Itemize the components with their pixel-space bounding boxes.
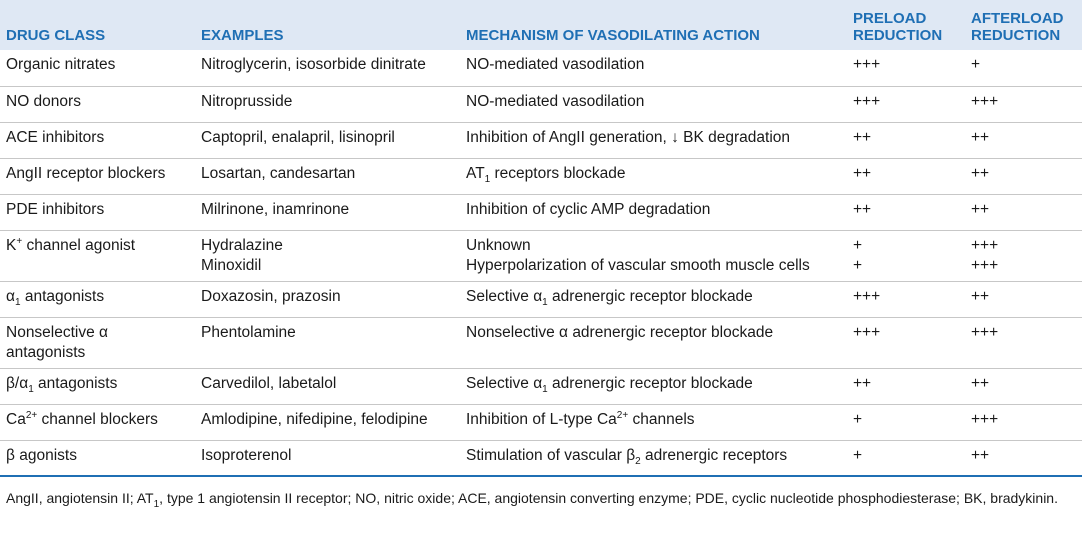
mech-subscript: 2	[635, 455, 641, 467]
cell-preload: ++	[847, 122, 965, 158]
mech-superscript: 2+	[616, 409, 629, 421]
table-row	[0, 122, 1082, 158]
cell-afterload: ++	[965, 122, 1082, 158]
table-footnote	[0, 477, 1082, 508]
cell-afterload: ++	[965, 368, 1082, 404]
cell-preload: +++	[847, 281, 965, 317]
cell-preload: +	[847, 440, 965, 476]
cell-examples: Nitroglycerin, isosorbide dinitrate	[195, 50, 460, 86]
mech-text: Selective α	[466, 287, 543, 305]
cell-drug-class	[0, 230, 195, 281]
cell-afterload: ++	[965, 281, 1082, 317]
cell-afterload	[965, 230, 1082, 281]
class-text: K	[6, 236, 17, 254]
class-superscript: +	[16, 235, 23, 247]
cell-afterload: +++	[965, 86, 1082, 122]
preload-line: +	[853, 256, 863, 274]
class-text: channel agonist	[22, 236, 136, 254]
cell-afterload: ++	[965, 194, 1082, 230]
cell-examples: Losartan, candesartan	[195, 158, 460, 194]
mech-text: adrenergic receptors	[640, 446, 788, 464]
mech-line: Unknown	[466, 236, 531, 254]
table-row	[0, 440, 1082, 476]
cell-drug-class	[0, 368, 195, 404]
cell-drug-class: PDE inhibitors	[0, 194, 195, 230]
cell-afterload: +++	[965, 317, 1082, 368]
cell-examples: Doxazosin, prazosin	[195, 281, 460, 317]
mech-text: channels	[628, 410, 695, 428]
header-preload	[847, 0, 965, 50]
header-examples: EXAMPLES	[201, 27, 284, 44]
example-line: Minoxidil	[201, 256, 262, 274]
cell-preload: ++	[847, 158, 965, 194]
class-text: α	[6, 287, 15, 305]
cell-drug-class	[0, 317, 195, 368]
mech-line: Hyperpolarization of vascular smooth muscle cells	[466, 256, 810, 274]
class-subscript: 1	[14, 296, 21, 308]
cell-afterload: +	[965, 50, 1082, 86]
class-subscript: 1	[28, 383, 34, 395]
cell-mechanism	[460, 440, 847, 476]
cell-preload	[847, 230, 965, 281]
class-text: β/α	[6, 374, 29, 392]
class-superscript: 2+	[25, 409, 38, 421]
header-row	[0, 0, 1082, 50]
cell-afterload: +++	[965, 404, 1082, 440]
cell-mechanism: Inhibition of cyclic AMP degradation	[460, 194, 847, 230]
mech-text: Inhibition of L-type Ca	[466, 410, 617, 428]
cell-preload: ++	[847, 194, 965, 230]
header-afterload-line2: REDUCTION	[971, 27, 1061, 44]
cell-preload: ++	[847, 368, 965, 404]
class-line: antagonists	[6, 343, 86, 361]
afterload-line: +++	[971, 256, 999, 274]
table-row	[0, 194, 1082, 230]
table-row	[0, 368, 1082, 404]
header-afterload	[965, 0, 1082, 50]
cell-mechanism	[460, 281, 847, 317]
cell-mechanism: Nonselective α adrenergic receptor blockade	[460, 317, 847, 368]
cell-mechanism: NO-mediated vasodilation	[460, 86, 847, 122]
cell-examples: Captopril, enalapril, lisinopril	[195, 122, 460, 158]
class-text: Ca	[6, 410, 26, 428]
cell-drug-class: β agonists	[0, 440, 195, 476]
header-preload-line1: PRELOAD	[853, 10, 927, 27]
cell-examples: Carvedilol, labetalol	[195, 368, 460, 404]
header-drug-class: DRUG CLASS	[6, 27, 106, 44]
cell-preload: +	[847, 404, 965, 440]
cell-afterload: ++	[965, 440, 1082, 476]
table-row	[0, 317, 1082, 368]
cell-preload: +++	[847, 50, 965, 86]
cell-drug-class: AngII receptor blockers	[0, 158, 195, 194]
cell-examples: Phentolamine	[195, 317, 460, 368]
mech-text: Stimulation of vascular β	[466, 446, 636, 464]
example-line: Hydralazine	[201, 236, 283, 254]
cell-examples: Amlodipine, nifedipine, felodipine	[195, 404, 460, 440]
cell-drug-class	[0, 404, 195, 440]
mech-text: adrenergic receptor blockade	[547, 287, 753, 305]
cell-preload: +++	[847, 317, 965, 368]
class-line: Nonselective α	[6, 323, 109, 341]
cell-mechanism	[460, 158, 847, 194]
afterload-line: +++	[971, 236, 999, 254]
cell-examples	[195, 230, 460, 281]
mech-text: adrenergic receptor blockade	[547, 374, 753, 392]
cell-mechanism	[460, 404, 847, 440]
preload-line: +	[853, 236, 863, 254]
table-body	[0, 50, 1082, 476]
table-row	[0, 158, 1082, 194]
cell-drug-class: ACE inhibitors	[0, 122, 195, 158]
table-header	[0, 0, 1082, 50]
cell-mechanism: NO-mediated vasodilation	[460, 50, 847, 86]
footnote-text: AngII, angiotensin II; AT	[6, 490, 154, 506]
table-row	[0, 230, 1082, 281]
cell-examples: Milrinone, inamrinone	[195, 194, 460, 230]
header-mechanism: MECHANISM OF VASODILATING ACTION	[466, 27, 760, 44]
class-text: channel blockers	[37, 410, 158, 428]
cell-preload: +++	[847, 86, 965, 122]
cell-examples: Nitroprusside	[195, 86, 460, 122]
mech-text: AT	[466, 164, 485, 182]
table-row	[0, 86, 1082, 122]
mech-text: Selective α	[466, 374, 543, 392]
footnote-subscript: 1	[153, 498, 160, 510]
header-preload-line2: REDUCTION	[853, 27, 943, 44]
cell-afterload: ++	[965, 158, 1082, 194]
table-row	[0, 404, 1082, 440]
class-text: antagonists	[20, 287, 105, 305]
cell-examples: Isoproterenol	[195, 440, 460, 476]
mech-text: receptors blockade	[490, 164, 626, 182]
cell-drug-class: NO donors	[0, 86, 195, 122]
cell-drug-class	[0, 281, 195, 317]
cell-drug-class: Organic nitrates	[0, 50, 195, 86]
footnote-text: , type 1 angiotensin II receptor; NO, nitric oxide; ACE, angiotensin converting enzyme; PDE, cyclic nucleotide phosphodiesterase; BK, bradykinin.	[159, 490, 1058, 506]
cell-mechanism	[460, 230, 847, 281]
class-text: antagonists	[33, 374, 118, 392]
table-row	[0, 50, 1082, 86]
mech-subscript: 1	[484, 173, 491, 185]
mech-subscript: 1	[542, 383, 548, 395]
cell-mechanism	[460, 368, 847, 404]
mech-subscript: 1	[542, 296, 548, 308]
table-row	[0, 281, 1082, 317]
header-afterload-line1: AFTERLOAD	[971, 10, 1064, 27]
cell-mechanism: Inhibition of AngII generation, ↓ BK degradation	[460, 122, 847, 158]
